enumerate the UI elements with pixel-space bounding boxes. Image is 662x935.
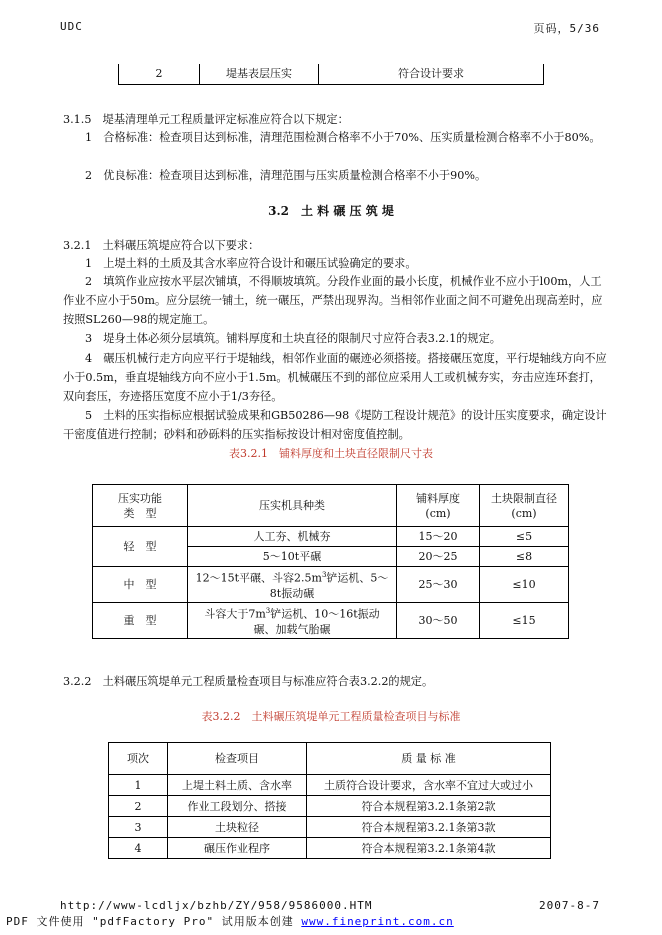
row-item: 碾压作业程序 [168, 838, 307, 859]
clause-3-1-5-title: 3.1.5 堤基清理单元工程质量评定标准应符合以下规定： [63, 113, 349, 126]
th-thickness-unit: (cm) [425, 506, 451, 520]
cell-r1-machine: 人工夯、机械夯 [188, 527, 397, 547]
cell-medium-dia: ≤10 [480, 567, 569, 603]
cell-r1-dia: ≤5 [480, 527, 569, 547]
th-function: 压实功能 [118, 491, 162, 505]
clause-3-2-1-item-3: 3 堤身土体必须分层填筑。铺料厚度和土块直径的限制尺寸应符合表3.2.1的规定。 [85, 332, 501, 345]
header-page-number: 页码，5/36 [533, 22, 600, 35]
row-no: 2 [109, 796, 168, 817]
medium-machine-part2: 铲运机、5～ [326, 571, 389, 585]
table-3-2-1-caption: 表3.2.1 铺料厚度和土块直径限制尺寸表 [229, 447, 433, 460]
footer-url[interactable]: http://www-lcdljx/bzhb/ZY/958/9586000.HTM [60, 899, 373, 912]
cell-r2-machine: 5～10t平碾 [188, 547, 397, 567]
table-row [109, 838, 551, 859]
th-standard: 质 量 标 准 [307, 743, 551, 775]
heavy-machine-part2: 铲运机、10～16t振动 [270, 607, 380, 621]
clause-3-1-5-item-2: 2 优良标准：检查项目达到标准，清理范围与压实质量检测合格率不小于90%。 [85, 169, 487, 182]
row-standard: 土质符合设计要求，含水率不宜过大或过小 [307, 775, 551, 796]
cell-medium-machine [188, 567, 397, 603]
th-thickness [397, 485, 480, 527]
th-function-type [93, 485, 188, 527]
heavy-machine-part1: 斗容大于7m [204, 607, 266, 621]
clause-3-2-1-title: 3.2.1 土料碾压筑堤应符合以下要求： [63, 239, 260, 252]
cell-item: 堤基表层压实 [200, 64, 319, 84]
cell-heavy-type: 重 型 [93, 603, 188, 639]
th-machine: 压实机具种类 [188, 485, 397, 527]
table-row [109, 775, 551, 796]
cell-heavy-thick: 30～50 [397, 603, 480, 639]
th-thickness-label: 铺料厚度 [416, 491, 460, 505]
row-no: 3 [109, 817, 168, 838]
row-standard: 符合本规程第3.2.1条第3款 [307, 817, 551, 838]
medium-machine-part3: 8t振动碾 [269, 586, 315, 600]
table-3-2-2-caption: 表3.2.2 土料碾压筑堤单元工程质量检查项目与标准 [201, 710, 461, 723]
row-item: 土块粒径 [168, 817, 307, 838]
row-no: 4 [109, 838, 168, 859]
table-3-2-1 [92, 484, 569, 639]
heavy-machine-part3: 碾、加载气胎碾 [253, 622, 331, 636]
clause-3-1-5-item-1: 1 合格标准：检查项目达到标准，清理范围检测合格率不小于70%、压实质量检测合格率不小于80%。 [85, 131, 601, 144]
cell-heavy-dia: ≤15 [480, 603, 569, 639]
row-standard: 符合本规程第3.2.1条第2款 [307, 796, 551, 817]
th-type: 类 型 [123, 506, 157, 520]
medium-machine-part1: 12～15t平碾、斗容2.5m [195, 571, 322, 585]
header-udc: UDC [60, 20, 83, 33]
pdf-watermark [6, 913, 454, 929]
section-title: 3.2 土 料 碾 压 筑 堤 [268, 204, 394, 218]
heavy-sup: 3 [265, 607, 271, 616]
cell-r2-thick: 20～25 [397, 547, 480, 567]
cell-r2-dia: ≤8 [480, 547, 569, 567]
cell-heavy-machine [188, 603, 397, 639]
row-standard: 符合本规程第3.2.1条第4款 [307, 838, 551, 859]
cell-light-type: 轻 型 [93, 527, 188, 567]
row-item: 作业工段划分、搭接 [168, 796, 307, 817]
cell-no: 2 [119, 64, 200, 84]
medium-sup: 3 [321, 571, 327, 580]
cell-medium-type: 中 型 [93, 567, 188, 603]
cell-r1-thick: 15～20 [397, 527, 480, 547]
continuation-table [118, 64, 544, 85]
table-row [109, 796, 551, 817]
table-3-2-2 [108, 742, 551, 859]
row-item: 上堤土料土质、含水率 [168, 775, 307, 796]
th-item: 检查项目 [168, 743, 307, 775]
clause-3-2-1-item-2: 2 填筑作业应按水平层次铺填，不得顺坡填筑。分段作业面的最小长度，机械作业不应小于l00m，人工作业不应小于50m。应分层统一铺土，统一碾压，严禁出现界沟。当相邻作业面之间不可避免出现高差时，应按照SL260—98的规定施工。 [63, 275, 603, 326]
th-no: 项次 [109, 743, 168, 775]
pdf-watermark-text: PDF 文件使用 "pdfFactory Pro" 试用版本创建 [6, 915, 302, 928]
clause-3-2-2: 3.2.2 土料碾压筑堤单元工程质量检查项目与标准应符合表3.2.2的规定。 [63, 675, 434, 688]
th-diameter: 土块限制直径(cm) [480, 485, 569, 527]
cell-standard: 符合设计要求 [319, 64, 544, 84]
clause-3-2-1-item-5: 5 土料的压实指标应根据试验成果和GB50286—98《堤防工程设计规范》的设计压实度要求，确定设计干密度值进行控制；砂料和砂砾料的压实指标按设计相对密度值控制。 [63, 409, 607, 441]
fineprint-link[interactable]: www.fineprint.com.cn [301, 915, 454, 928]
clause-3-2-1-item-4: 4 碾压机械行走方向应平行于堤轴线，相邻作业面的碾迹必须搭接。搭接碾压宽度，平行堤轴线方向不应小于0.5m，垂直堤轴线方向不应小于1.5m。机械碾压不到的部位应采用人工或机械夯实，夯击应连环套打，双向套压，夯迹搭压宽度不应小于1/3夯径。 [63, 352, 607, 403]
table-row [109, 817, 551, 838]
clause-3-2-1-item-1: 1 上堤土料的土质及其含水率应符合设计和碾压试验确定的要求。 [85, 257, 417, 270]
footer-date: 2007-8-7 [539, 899, 600, 912]
cell-medium-thick: 25～30 [397, 567, 480, 603]
row-no: 1 [109, 775, 168, 796]
